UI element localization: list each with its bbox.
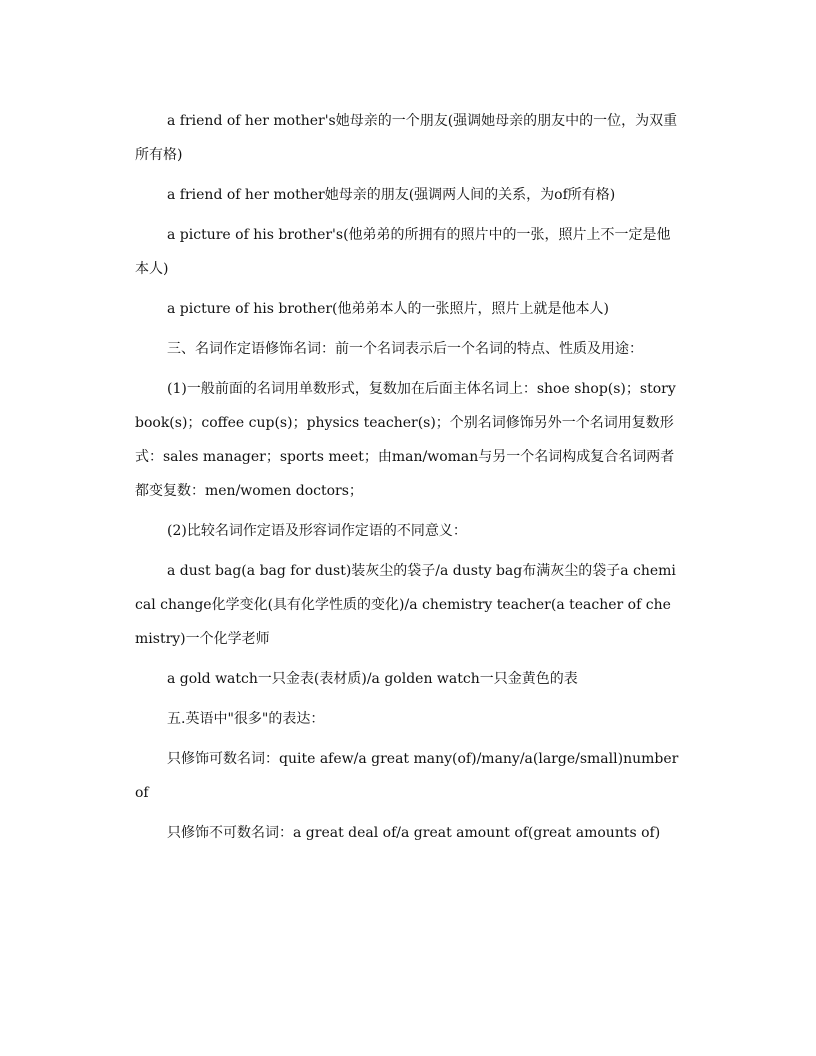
paragraph-gold-watch: a gold watch一只金表(表材质)/a golden watch一只金黄色的表 (167, 671, 578, 687)
paragraph-double-possessive: a friend of her mother's她母亲的一个朋友(强调她母亲的朋友中的一位，为双重所有格) (135, 113, 678, 163)
paragraph-picture-brothers: a picture of his brother's(他弟弟的所拥有的照片中的一张，照片上不一定是他本人) (135, 227, 671, 277)
section-heading-many: 五.英语中"很多"的表达： (167, 711, 325, 727)
paragraph-dust-chemical-examples: a dust bag(a bag for dust)装灰尘的袋子/a dusty bag布满灰尘的袋子a chemical change化学变化(具有化学性质的变化)/a chemistry teacher(a teacher of chemistry)一个化学老师 (135, 563, 676, 647)
paragraph-countable-many: 只修饰可数名词：quite afew/a great many(of)/many/a(large/small)number of (135, 751, 679, 801)
paragraph-uncountable-much: 只修饰不可数名词：a great deal of/a great amount of(great amounts of) (167, 825, 661, 841)
paragraph-rule-1: (1)一般前面的名词用单数形式，复数加在后面主体名词上：shoe shop(s)；story book(s)；coffee cup(s)；physics teacher(s)；个别名词修饰另外一个名词用复数形式：sales manager；sports meet；由man/woman与另一个名词构成复合名词两者都变复数：men/women doctors； (135, 381, 676, 499)
paragraph-picture-brother: a picture of his brother(他弟弟本人的一张照片，照片上就是他本人) (167, 301, 609, 317)
document-body (135, 104, 681, 856)
paragraph-of-possessive: a friend of her mother她母亲的朋友(强调两人间的关系，为of所有格) (167, 187, 616, 203)
paragraph-rule-2: (2)比较名词作定语及形容词作定语的不同意义： (167, 523, 467, 539)
section-heading-noun-attributive: 三、名词作定语修饰名词：前一个名词表示后一个名词的特点、性质及用途： (167, 341, 643, 357)
